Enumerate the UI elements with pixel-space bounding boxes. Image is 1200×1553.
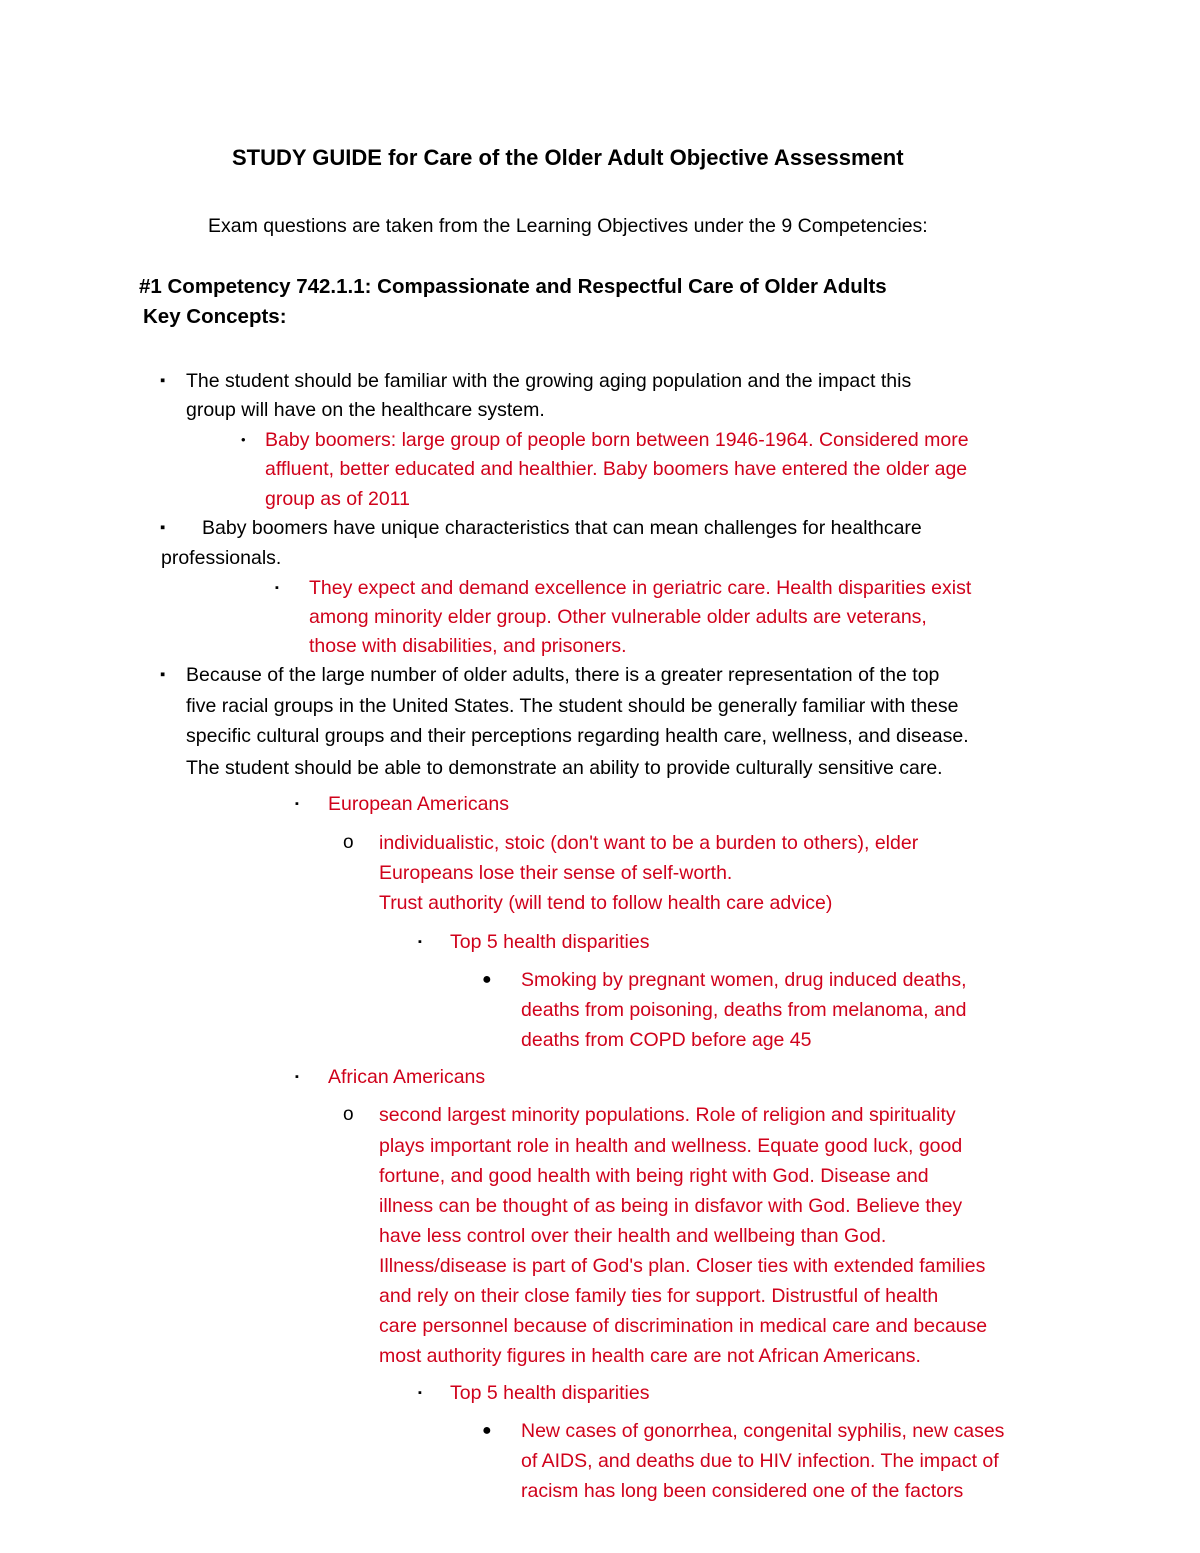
african-americans-label: African Americans	[328, 1066, 486, 1088]
dot-bullet-icon: ●	[482, 1422, 492, 1439]
answer-text: affluent, better educated and healthier. Baby boomers have entered the older age	[265, 458, 968, 480]
answer-text: fortune, and good health with being right with God. Disease and	[379, 1165, 929, 1187]
competency-heading: #1 Competency 742.1.1: Compassionate and Respectful Care of Older Adults	[139, 275, 887, 298]
answer-text: They expect and demand excellence in geriatric care. Health disparities exist	[309, 577, 972, 599]
key-concepts-heading: Key Concepts:	[143, 305, 287, 328]
european-americans-label: European Americans	[328, 793, 510, 815]
answer-text: Baby boomers: large group of people born between 1946-1964. Considered more	[265, 429, 969, 451]
answer-text: care personnel because of discrimination in medical care and because	[379, 1315, 988, 1337]
list-item: five racial groups in the United States. The student should be generally familiar with these	[186, 695, 959, 717]
square-bullet-icon: ▪	[295, 798, 299, 810]
square-bullet-icon: ▪	[160, 666, 166, 683]
answer-text: most authority figures in health care are not African Americans.	[379, 1345, 921, 1367]
list-item: Baby boomers have unique characteristics that can mean challenges for healthcare	[202, 517, 922, 539]
answer-text: individualistic, stoic (don't want to be a burden to others), elder	[379, 832, 919, 854]
answer-text: Europeans lose their sense of self-worth.	[379, 862, 733, 884]
answer-text: Trust authority (will tend to follow health care advice)	[379, 892, 833, 914]
list-item: specific cultural groups and their perceptions regarding health care, wellness, and disease.	[186, 725, 969, 747]
list-item: group will have on the healthcare system.	[186, 399, 545, 421]
list-item: professionals.	[161, 547, 282, 569]
list-item: The student should be able to demonstrate an ability to provide culturally sensitive care.	[186, 757, 943, 779]
circle-bullet-icon: o	[343, 832, 354, 853]
square-bullet-icon: ▪	[295, 1071, 299, 1083]
answer-text: among minority elder group. Other vulnerable older adults are veterans,	[309, 606, 927, 628]
intro-text: Exam questions are taken from the Learning Objectives under the 9 Competencies:	[208, 215, 928, 237]
dot-bullet-icon: ●	[482, 971, 492, 988]
answer-text: of AIDS, and deaths due to HIV infection. The impact of	[521, 1450, 999, 1472]
answer-text: plays important role in health and wellness. Equate good luck, good	[379, 1135, 963, 1157]
answer-text: Smoking by pregnant women, drug induced deaths,	[521, 969, 967, 991]
answer-text: New cases of gonorrhea, congenital syphilis, new cases	[521, 1420, 1005, 1442]
answer-text: illness can be thought of as being in disfavor with God. Believe they	[379, 1195, 963, 1217]
square-bullet-icon: ▪	[160, 372, 166, 389]
list-item: Because of the large number of older adults, there is a greater representation of the top	[186, 664, 940, 686]
answer-text: second largest minority populations. Role of religion and spirituality	[379, 1104, 956, 1126]
answer-text: group as of 2011	[265, 488, 410, 510]
page-title: STUDY GUIDE for Care of the Older Adult Objective Assessment	[232, 145, 904, 170]
answer-text: and rely on their close family ties for support. Distrustful of health	[379, 1285, 939, 1307]
bullet-icon: •	[241, 432, 246, 447]
disparities-label: Top 5 health disparities	[450, 1382, 650, 1404]
square-bullet-icon: ▪	[418, 1387, 422, 1399]
list-item: The student should be familiar with the growing aging population and the impact this	[186, 370, 912, 392]
answer-text: racism has long been considered one of the factors	[521, 1480, 964, 1502]
square-bullet-icon: ▪	[275, 582, 279, 594]
square-bullet-icon: ▪	[160, 519, 166, 536]
answer-text: deaths from COPD before age 45	[521, 1029, 812, 1051]
square-bullet-icon: ▪	[418, 936, 422, 948]
circle-bullet-icon: o	[343, 1104, 354, 1125]
answer-text: Illness/disease is part of God's plan. Closer ties with extended families	[379, 1255, 986, 1277]
answer-text: have less control over their health and wellbeing than God.	[379, 1225, 887, 1247]
disparities-label: Top 5 health disparities	[450, 931, 650, 953]
answer-text: deaths from poisoning, deaths from melanoma, and	[521, 999, 967, 1021]
answer-text: those with disabilities, and prisoners.	[309, 635, 627, 657]
